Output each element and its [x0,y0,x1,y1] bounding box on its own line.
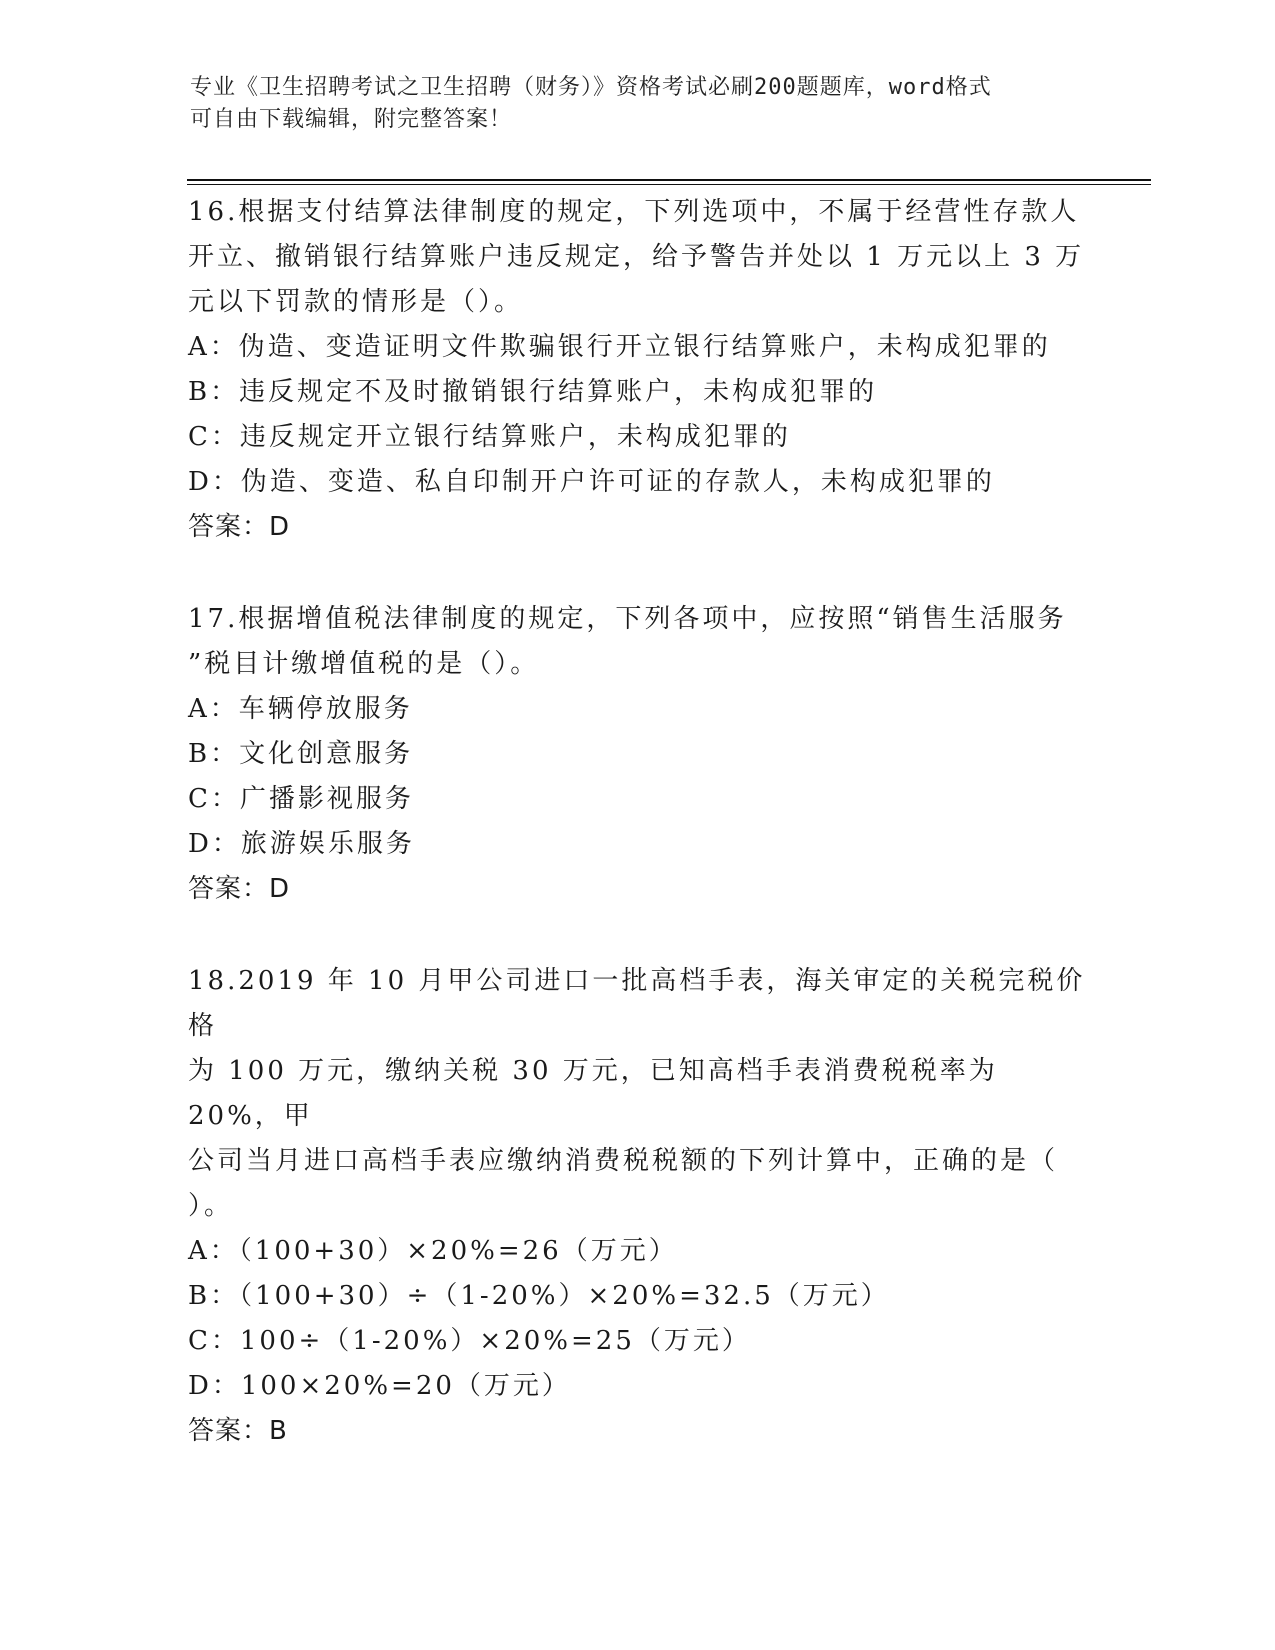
question-spacer [188,550,1088,597]
option-d: D：伪造、变造、私自印制开户许可证的存款人，未构成犯罪的 [188,467,995,497]
question-stem-line: 18.2019 年 10 月甲公司进口一批高档手表，海关审定的关税完税价格 [188,966,1086,1041]
header-line-2: 可自由下载编辑，附完整答案！ [190,107,513,132]
header-divider-thin [187,184,1151,185]
question-17 [188,597,1088,912]
question-stem-line: 为 100 万元，缴纳关税 30 万元，已知高档手表消费税税率为 20%，甲 [188,1056,998,1131]
page-header [190,72,1070,136]
header-line-1: 专业《卫生招聘考试之卫生招聘（财务）》资格考试必刷200题题库，word格式 [190,75,992,100]
option-c: C：100÷（1-20%）×20%=25（万元） [188,1326,751,1356]
answer: 答案：D [188,512,291,542]
question-18 [188,959,1088,1454]
question-stem-line: 17.根据增值税法律制度的规定，下列各项中，应按照“销售生活服务 [188,604,1067,634]
question-spacer [188,912,1088,959]
option-a: A：伪造、变造证明文件欺骗银行开立银行结算账户，未构成犯罪的 [188,332,1051,362]
question-stem-line: ）。 [188,1191,234,1221]
option-a: A：（100+30）×20%=26（万元） [188,1236,678,1266]
question-stem-line: 公司当月进口高档手表应缴纳消费税税额的下列计算中，正确的是（ [188,1146,1059,1176]
question-stem-line: 开立、撤销银行结算账户违反规定，给予警告并处以 1 万元以上 3 万 [188,242,1085,272]
option-b: B：违反规定不及时撤销银行结算账户，未构成犯罪的 [188,377,878,407]
option-b: B：文化创意服务 [188,739,414,769]
option-a: A：车辆停放服务 [188,694,413,724]
header-divider-thick [187,179,1151,181]
answer: 答案：B [188,1416,288,1446]
option-d: D：100×20%=20（万元） [188,1371,571,1401]
question-stem-line: 元以下罚款的情形是（）。 [188,287,524,317]
option-d: D：旅游娱乐服务 [188,829,415,859]
question-stem-line: ”税目计缴增值税的是（）。 [188,649,540,679]
option-b: B：（100+30）÷（1-20%）×20%=32.5（万元） [188,1281,890,1311]
option-c: C：违反规定开立银行结算账户，未构成犯罪的 [188,422,791,452]
question-16 [188,190,1088,550]
option-c: C：广播影视服务 [188,784,414,814]
question-list [188,190,1088,1454]
question-stem-line: 16.根据支付结算法律制度的规定，下列选项中，不属于经营性存款人 [188,197,1080,227]
answer: 答案：D [188,874,291,904]
